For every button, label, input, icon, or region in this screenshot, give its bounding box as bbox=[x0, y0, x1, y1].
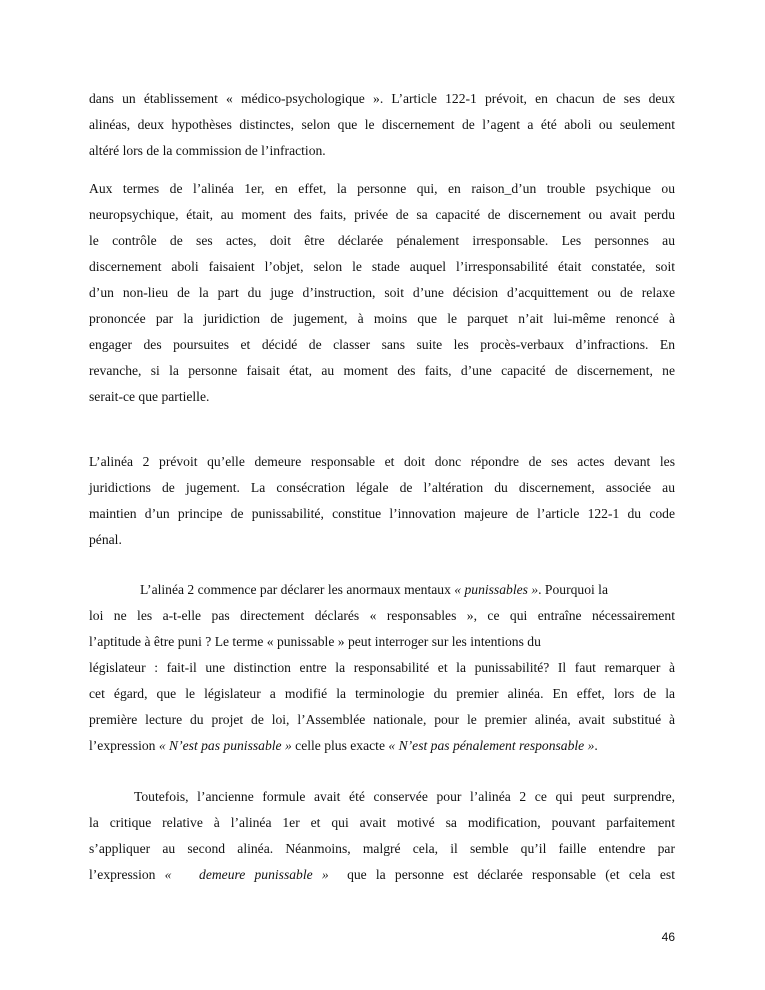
paragraph-5-line-3: s’appliquer au second alinéa. Néanmoins, malgré cela, il semble qu’il faille entendre par bbox=[89, 841, 675, 856]
paragraph-4-line-1 bbox=[140, 582, 660, 598]
paragraph-5-line-1: Toutefois, l’ancienne formule avait été conservée pour l’alinéa 2 ce qui peut surprendre, bbox=[134, 789, 675, 804]
paragraph-2-line-1: Aux termes de l’alinéa 1er, en effet, la personne qui, en raison_d’un trouble psychique ou bbox=[89, 181, 675, 196]
paragraph-3-line-1: L’alinéa 2 prévoit qu’elle demeure responsable et doit donc répondre de ses actes devant les bbox=[89, 454, 675, 469]
text-run: . Pourquoi la bbox=[538, 582, 608, 597]
paragraph-2-line-7: engager des poursuites et décidé de classer sans suite les procès-verbaux d’infractions. En bbox=[89, 337, 675, 352]
text-run: que la personne est déclarée responsable (et cela est bbox=[328, 867, 675, 882]
paragraph-4-line-4: législateur : fait-il une distinction entre la responsabilité et la punissabilité? Il faut remarquer à bbox=[89, 660, 675, 675]
paragraph-2-line-9: serait-ce que partielle. bbox=[89, 389, 210, 404]
paragraph-5-line-4 bbox=[89, 867, 675, 883]
italic-text-run: « N’est pas punissable » bbox=[158, 738, 292, 753]
paragraph-4-line-6: première lecture du projet de loi, l’Assemblée nationale, pour le premier alinéa, avait substitué à bbox=[89, 712, 675, 727]
paragraph-1-line-2: alinéas, deux hypothèses distinctes, selon que le discernement de l’agent a été aboli ou seulement bbox=[89, 117, 675, 132]
paragraph-3-line-2: juridictions de jugement. La consécration légale de l’altération du discernement, associée au bbox=[89, 480, 675, 495]
paragraph-4-line-3: l’aptitude à être puni ? Le terme « punissable » peut interroger sur les intentions du bbox=[89, 634, 541, 649]
paragraph-1-line-1: dans un établissement « médico-psychologique ». L’article 122-1 prévoit, en chacun de ses deux bbox=[89, 91, 675, 106]
text-run: . bbox=[594, 738, 598, 753]
text-run: l’expression bbox=[89, 867, 165, 882]
paragraph-3-line-4: pénal. bbox=[89, 532, 122, 547]
paragraph-2-line-3: le contrôle de ses actes, doit être déclarée pénalement irresponsable. Les personnes au bbox=[89, 233, 675, 248]
italic-text-run: « demeure punissable » bbox=[164, 867, 329, 882]
paragraph-2-line-4: discernement aboli faisaient l’objet, selon le stade auquel l’irresponsabilité était constatée, soit bbox=[89, 259, 675, 274]
text-run: l’expression bbox=[89, 738, 159, 753]
paragraph-4-line-5: cet égard, que le législateur a modifié la terminologie du premier alinéa. En effet, lors de la bbox=[89, 686, 675, 701]
paragraph-1-line-3: altéré lors de la commission de l’infraction. bbox=[89, 143, 326, 158]
italic-text-run: « punissables » bbox=[454, 582, 539, 597]
paragraph-2-line-2: neuropsychique, était, au moment des faits, privée de sa capacité de discernement ou avait perdu bbox=[89, 207, 675, 222]
italic-text-run: « N’est pas pénalement responsable » bbox=[388, 738, 595, 753]
paragraph-4-line-2: loi ne les a-t-elle pas directement déclarés « responsables », ce qui entraîne nécessairement bbox=[89, 608, 675, 623]
text-run: celle plus exacte bbox=[291, 738, 389, 753]
paragraph-2-line-5: d’un non-lieu de la part du juge d’instruction, soit d’une décision d’acquittement ou de relaxe bbox=[89, 285, 675, 300]
paragraph-2-line-8: revanche, si la personne faisait état, au moment des faits, d’une capacité de discernement, ne bbox=[89, 363, 675, 378]
paragraph-2-line-6: prononcée par la juridiction de jugement, à moins que le parquet n’ait lui-même renoncé à bbox=[89, 311, 675, 326]
paragraph-4-line-7 bbox=[89, 738, 675, 754]
paragraph-3-line-3: maintien d’un principe de punissabilité, constitue l’innovation majeure de l’article 122-1 du code bbox=[89, 506, 675, 521]
page-number: 46 bbox=[661, 930, 675, 944]
paragraph-5-line-2: la critique relative à l’alinéa 1er et qui avait motivé sa modification, pouvant parfaitement bbox=[89, 815, 675, 830]
text-run: L’alinéa 2 commence par déclarer les anormaux mentaux bbox=[140, 582, 455, 597]
